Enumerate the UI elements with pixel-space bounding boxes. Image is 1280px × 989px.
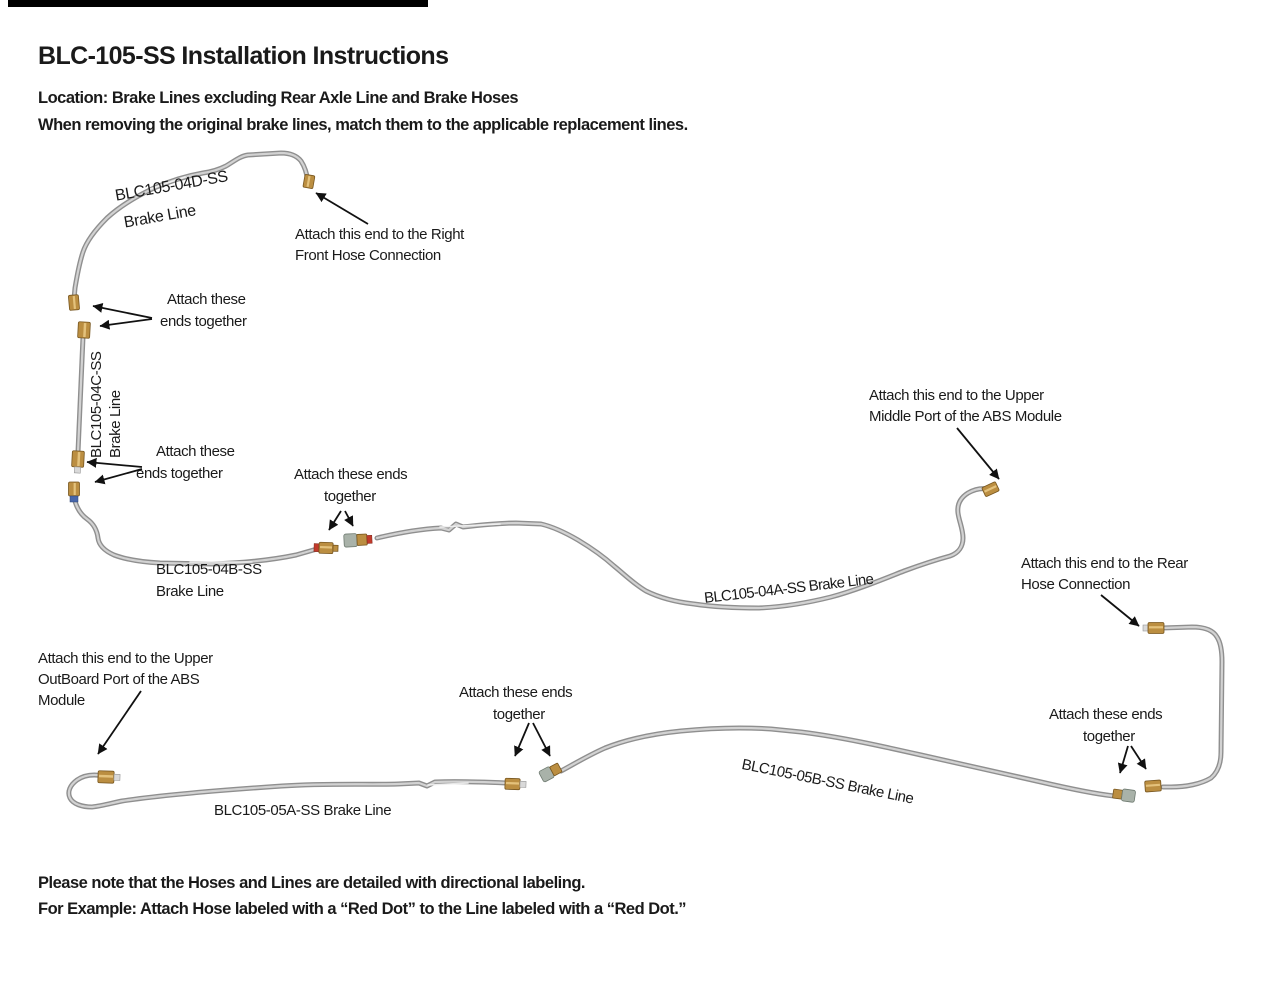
annotation-abs-upper-middle	[869, 385, 1062, 427]
arrow-ends-top-1	[93, 306, 152, 318]
arrow-ends-bottom-middle-1	[515, 723, 529, 756]
annotation-ends-together-left-line2: ends together	[136, 465, 223, 482]
label-04b-number: BLC105-04B-SS	[156, 561, 262, 578]
annotation-ends-together-middle-line2: together	[324, 488, 376, 505]
fitting-rear-bottom	[1145, 780, 1162, 792]
arrow-ends-middle-1	[329, 511, 341, 530]
annotation-right-front-hose	[295, 224, 464, 266]
arrow-ends-middle-2	[345, 511, 353, 526]
annotation-ends-together-bottom-middle-line1: Attach these ends	[459, 684, 573, 701]
location-line: Location: Brake Lines excluding Rear Axle Line and Brake Hoses	[38, 89, 519, 107]
fitting-04d-right	[303, 174, 315, 189]
arrow-ends-bottom-right-2	[1131, 746, 1146, 769]
annotation-line: Module	[38, 692, 85, 709]
annotation-ends-together-left-line1: Attach these	[156, 443, 235, 460]
fitting-04d-bottom	[68, 295, 79, 311]
page-title: BLC-105-SS Installation Instructions	[38, 42, 449, 70]
arrow-ends-left-1	[87, 462, 142, 467]
arrow-ends-bottom-right-1	[1120, 746, 1128, 773]
arrow-ends-top-2	[100, 319, 152, 326]
annotation-ends-together-top-line2: ends together	[160, 313, 247, 330]
annotation-line: Front Hose Connection	[295, 247, 441, 264]
fitting-04c-top	[78, 322, 91, 339]
fitting-04a-left-red-band	[344, 533, 373, 547]
fitting-rear-top	[1143, 623, 1164, 634]
label-05a: BLC105-05A-SS Brake Line	[214, 802, 392, 819]
fitting-05b-right	[1112, 788, 1135, 803]
label-04b-name: Brake Line	[156, 583, 224, 600]
arrow-rear-hose	[1101, 595, 1139, 626]
brake-line-04b-tube	[74, 497, 317, 564]
footer-note-1: Please note that the Hoses and Lines are detailed with directional labeling.	[38, 874, 585, 892]
brake-line-04a-tube	[377, 489, 988, 608]
annotation-ends-together-middle-line1: Attach these ends	[294, 466, 408, 483]
annotation-line: Attach this end to the Right	[295, 226, 464, 243]
fitting-05a-left	[98, 771, 120, 784]
arrow-ends-bottom-middle-2	[533, 723, 550, 756]
annotation-line: Attach this end to the Upper	[38, 650, 213, 667]
annotation-ends-together-bottom-right-line2: together	[1083, 728, 1135, 745]
annotation-abs-upper-outboard	[38, 648, 213, 711]
annotation-rear-hose	[1021, 553, 1188, 595]
label-04d-number: BLC105-04D-SS	[113, 168, 230, 205]
arrow-abs-upper-middle	[957, 428, 999, 479]
label-04d-name: Brake Line	[122, 202, 198, 232]
label-05b: BLC105-05B-SS Brake Line	[740, 755, 915, 808]
footer-note-2: For Example: Attach Hose labeled with a “Red Dot” to the Line labeled with a “Red Dot.”	[38, 900, 687, 918]
label-04c-name: Brake Line	[107, 390, 124, 458]
fitting-04c-bottom	[71, 451, 84, 474]
annotation-line: Attach this end to the Rear	[1021, 555, 1188, 572]
arrow-ends-left-2	[95, 469, 142, 482]
label-04a: BLC105-04A-SS Brake Line	[703, 570, 875, 607]
label-04b	[156, 559, 262, 603]
annotation-line: OutBoard Port of the ABS	[38, 671, 200, 688]
arrow-right-front-hose	[316, 193, 368, 224]
fitting-04b-top-blue-band	[69, 482, 80, 502]
fitting-05b-left	[538, 762, 562, 782]
annotation-line: Middle Port of the ABS Module	[869, 408, 1062, 425]
instruction-line: When removing the original brake lines, match them to the applicable replacement lines.	[38, 116, 688, 134]
rear-connector-tube	[1162, 627, 1222, 787]
brake-line-04c-tube	[78, 337, 83, 452]
fitting-05a-right	[505, 778, 526, 790]
annotation-ends-together-bottom-middle-line2: together	[493, 706, 545, 723]
fitting-04b-right-red-band	[314, 542, 338, 554]
annotation-line: Attach this end to the Upper	[869, 387, 1044, 404]
annotation-line: Hose Connection	[1021, 576, 1131, 593]
annotation-ends-together-top-line1: Attach these	[167, 291, 246, 308]
label-04c-number: BLC105-04C-SS	[88, 351, 105, 458]
annotation-ends-together-bottom-right-line1: Attach these ends	[1049, 706, 1163, 723]
fitting-04a-right	[982, 482, 1000, 497]
